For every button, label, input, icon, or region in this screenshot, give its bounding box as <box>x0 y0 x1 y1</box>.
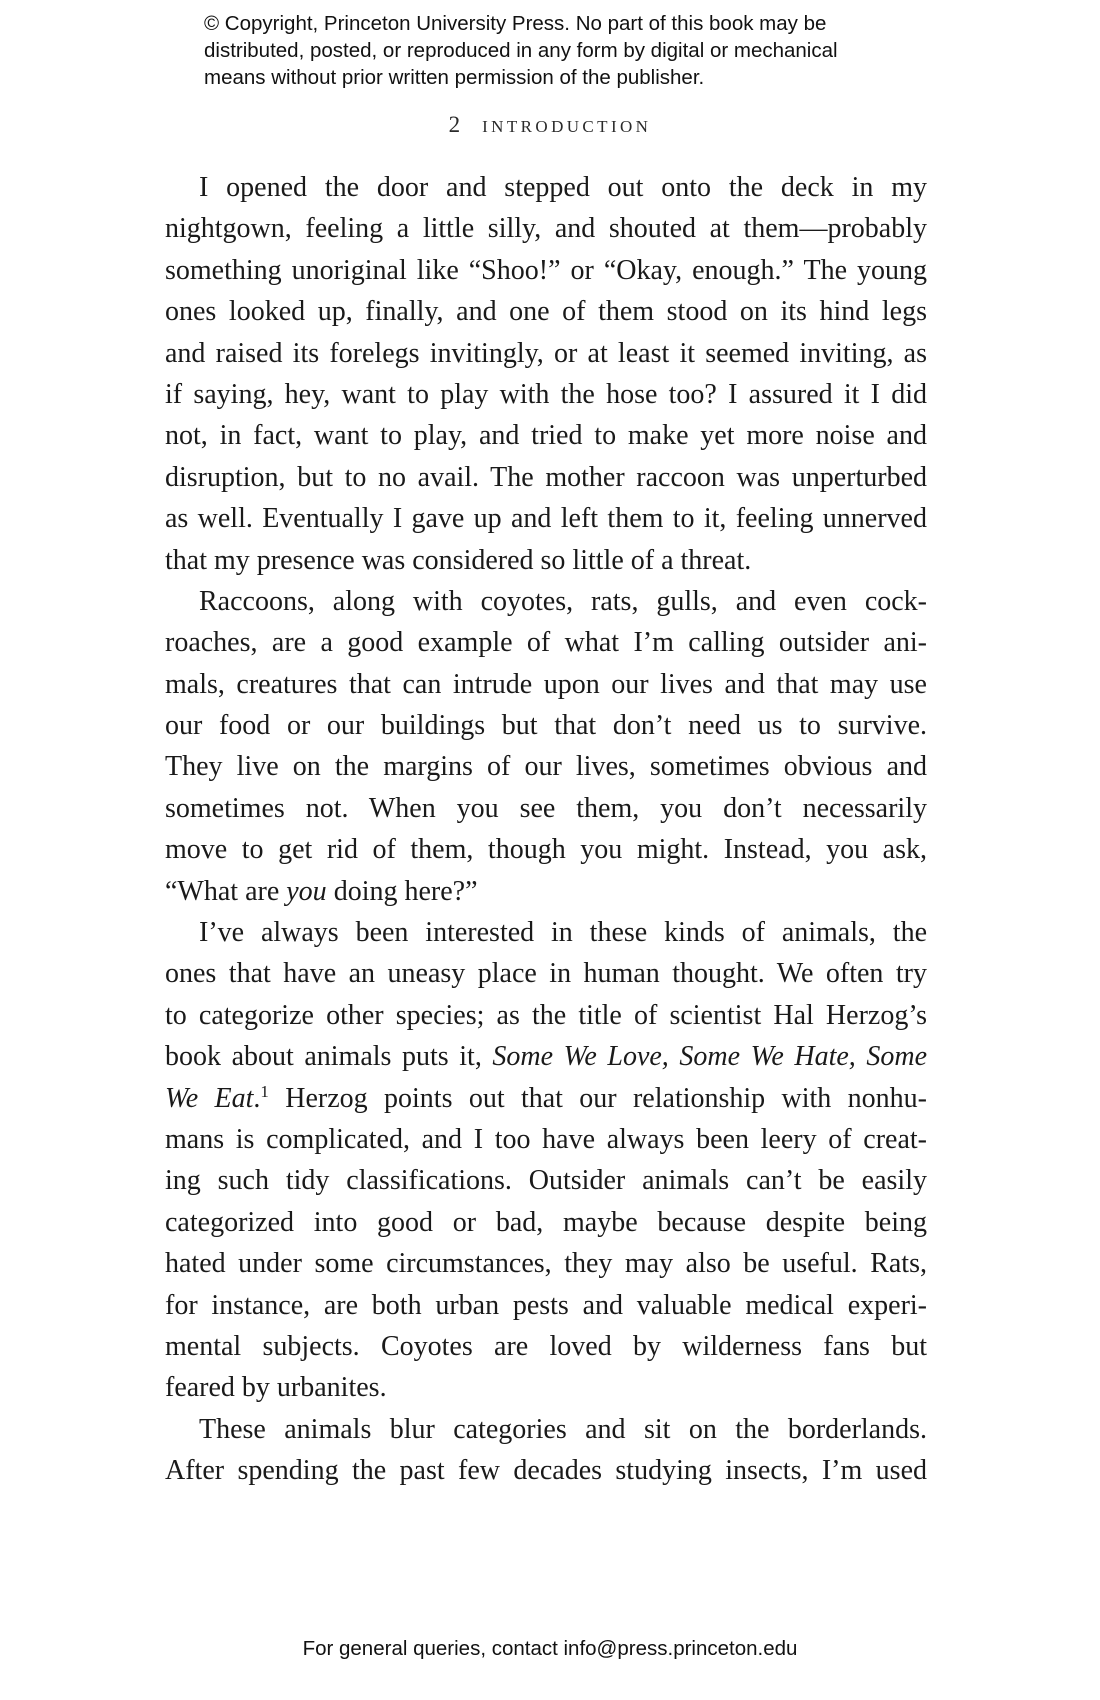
text-line: that my presence was considered so little of a threat. <box>165 544 752 576</box>
text-run: book about animals puts it, <box>165 1041 493 1073</box>
chapter-title: INTRODUCTION <box>482 117 652 136</box>
text-line <box>165 871 927 912</box>
copyright-line: distributed, posted, or reproduced in any form by digital or mechanical <box>204 39 838 62</box>
text-line: I’ve always been interested in these kinds of animals, the <box>199 917 927 949</box>
text-line <box>165 1078 927 1119</box>
text-line: sometimes not. When you see them, you don’t necessarily <box>165 792 927 824</box>
text-line: mans is complicated, and I too have always been leery of creat- <box>165 1123 927 1155</box>
text-line: ing such tidy classifications. Outsider animals can’t be easily <box>165 1165 927 1197</box>
text-line: not, in fact, want to play, and tried to make yet more noise and <box>165 420 927 452</box>
text-line: and raised its forelegs invitingly, or at least it seemed inviting, as <box>165 337 927 369</box>
copyright-notice <box>204 10 924 91</box>
text-line: mals, creatures that can intrude upon our lives and that may use <box>165 668 927 700</box>
book-title: We Eat <box>165 1082 254 1114</box>
footnote-ref: 1 <box>260 1081 269 1101</box>
text-line: mental subjects. Coyotes are loved by wilderness fans but <box>165 1330 927 1362</box>
text-run: doing here?” <box>326 875 478 907</box>
text-line: to categorize other species; as the title of scientist Hal Herzog’s <box>165 999 927 1031</box>
text-line: our food or our buildings but that don’t need us to survive. <box>165 710 927 742</box>
text-line <box>165 1036 927 1077</box>
copyright-line: means without prior written permission of the publisher. <box>204 66 705 89</box>
text-line: nightgown, feeling a little silly, and shouted at them—probably <box>165 213 927 245</box>
text-line: These animals blur categories and sit on the borderlands. <box>199 1413 927 1445</box>
copyright-line: © Copyright, Princeton University Press. No part of this book may be <box>204 12 827 35</box>
running-head <box>0 112 1100 140</box>
book-title: Some We Love, Some We Hate, Some <box>492 1041 928 1073</box>
emphasis: you <box>286 875 327 907</box>
text-line: feared by urbanites. <box>165 1372 387 1404</box>
text-run: . <box>253 1082 261 1114</box>
text-line: After spending the past few decades studying insects, I’m used <box>165 1455 927 1487</box>
text-line: ones looked up, finally, and one of them stood on its hind legs <box>165 296 927 328</box>
page-number: 2 <box>448 112 461 137</box>
text-line: as well. Eventually I gave up and left them to it, feeling unnerved <box>165 503 927 535</box>
text-run: Herzog points out that our relationship with nonhu- <box>268 1082 927 1114</box>
text-line: I opened the door and stepped out onto the deck in my <box>199 172 927 203</box>
text-line: roaches, are a good example of what I’m calling outsider ani- <box>165 627 927 659</box>
text-line: if saying, hey, want to play with the hose too? I assured it I did <box>165 378 927 410</box>
text-line: something unoriginal like “Shoo!” or “Okay, enough.” The young <box>165 254 927 286</box>
text-line: for instance, are both urban pests and valuable medical experi- <box>165 1289 927 1321</box>
text-run: “What are <box>165 875 287 907</box>
text-line: Raccoons, along with coyotes, rats, gulls, and even cock- <box>199 585 927 617</box>
footer-contact: For general queries, contact info@press.princeton.edu <box>302 1637 798 1660</box>
text-line: ones that have an uneasy place in human thought. We often try <box>165 958 927 990</box>
text-line: They live on the margins of our lives, sometimes obvious and <box>165 751 927 783</box>
body-text <box>165 167 927 1492</box>
text-line: hated under some circumstances, they may also be useful. Rats, <box>165 1248 927 1280</box>
text-line: categorized into good or bad, maybe because despite being <box>165 1206 927 1238</box>
text-line: disruption, but to no avail. The mother raccoon was unperturbed <box>165 461 927 493</box>
text-line: move to get rid of them, though you might. Instead, you ask, <box>165 834 927 866</box>
